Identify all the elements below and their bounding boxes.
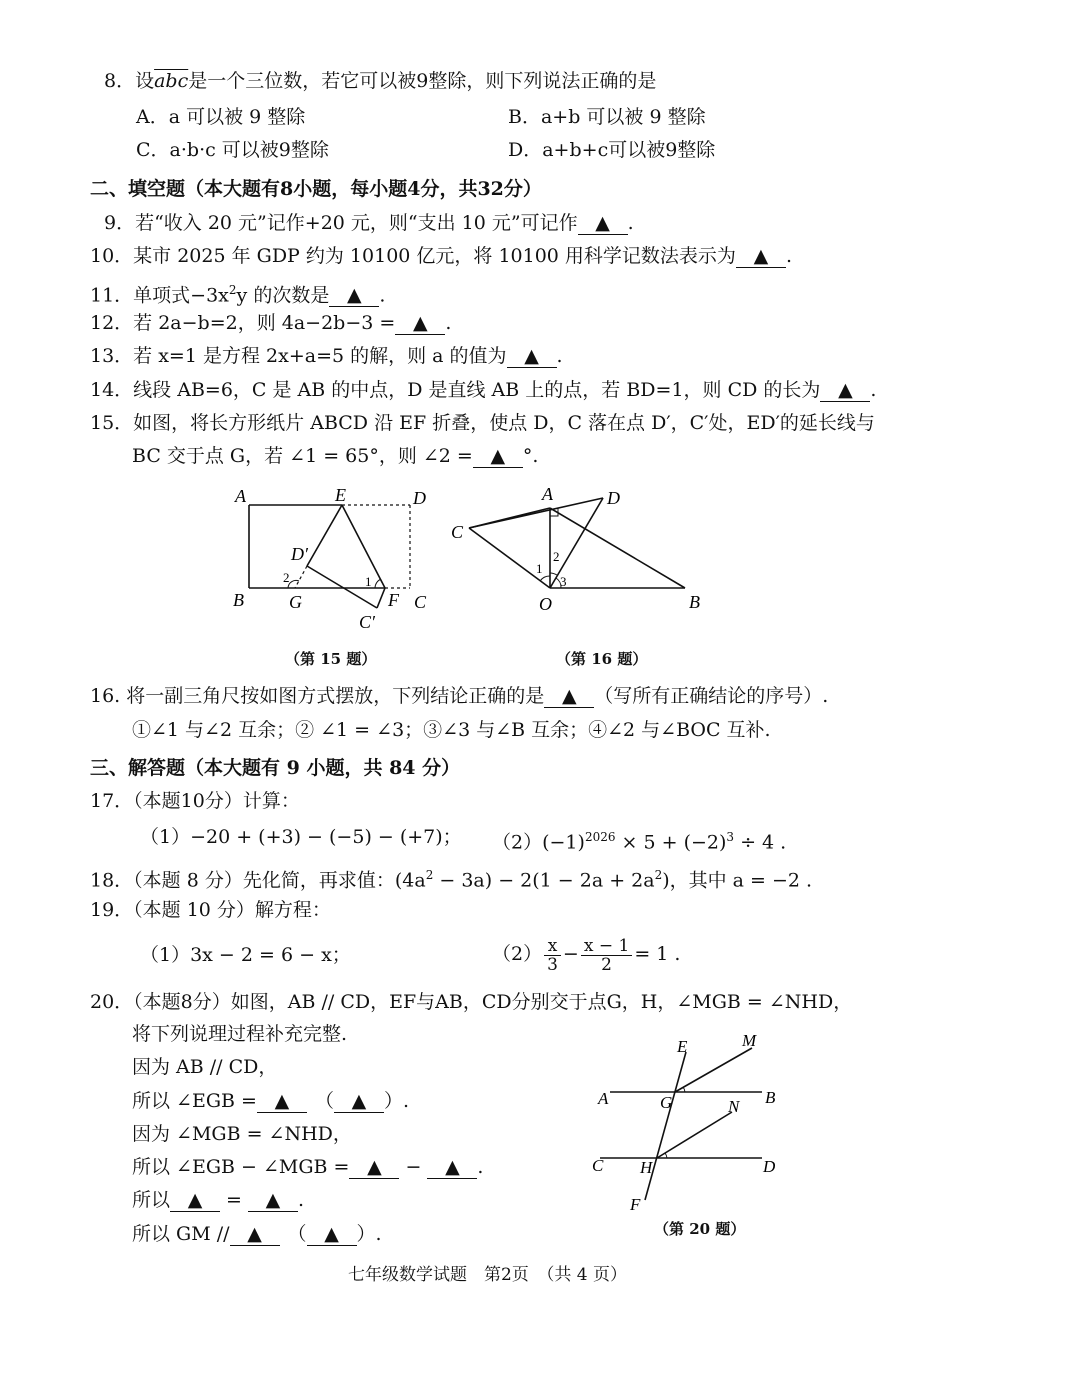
q8-option-b: B．a+b 可以被 9 整除	[508, 106, 706, 128]
fig15-label-C: C	[414, 592, 427, 612]
fig20-label-F: F	[630, 1195, 641, 1214]
fig20-label-B: B	[765, 1088, 776, 1107]
answer-blank[interactable]: ▲	[329, 284, 379, 307]
answer-blank[interactable]: ▲	[307, 1223, 357, 1246]
fig15-extension-D1G	[295, 566, 307, 588]
q8-option-d: D．a+b+c可以被9整除	[508, 139, 716, 161]
answer-blank[interactable]: ▲	[248, 1189, 298, 1212]
fig20-label-M: M	[742, 1031, 757, 1050]
q20-line8: 所以 GM // ▲ （ ▲ ）.	[132, 1223, 382, 1245]
fig15-label-2: 2	[283, 570, 290, 585]
fig15-label-E: E	[335, 485, 346, 505]
q17-part1: （1）−20 + (+3) − (−5) − (+7)；	[140, 826, 462, 848]
answer-blank[interactable]: ▲	[334, 1090, 384, 1113]
q20-line7: 所以 ▲ = ▲ .	[132, 1189, 304, 1211]
answer-blank[interactable]: ▲	[507, 345, 557, 368]
q20-line3: 因为 AB // CD，	[132, 1056, 278, 1078]
fig15-angle1-arc	[375, 579, 381, 588]
q16-line2: ①∠1 与∠2 互余；② ∠1 = ∠3；③∠3 与∠B 互余；④∠2 与∠BOC 互补.	[132, 719, 771, 741]
q10: 10．某市 2025 年 GDP 约为 10100 亿元，将 10100 用科学记数法表示为 ▲ .	[90, 245, 792, 267]
q8-stem: 8．设$\overline{abc}$是一个三位数，若它可以被9整除，则下列说法正确的是	[104, 70, 657, 92]
q13: 13．若 x=1 是方程 2x+a=5 的解，则 a 的值为 ▲ .	[90, 345, 563, 367]
q9: 9．若“收入 20 元”记作+20 元，则“支出 10 元”可记作 ▲ .	[104, 212, 634, 234]
answer-blank[interactable]: ▲	[427, 1156, 477, 1179]
fig20-label-G: G	[660, 1093, 673, 1112]
fig15-edge-ED1	[307, 505, 342, 566]
figure-16	[445, 480, 715, 635]
q14: 14．线段 AB=6，C 是 AB 的中点，D 是直线 AB 上的点，若 BD=1，则 CD 的长为 ▲ .	[90, 379, 877, 401]
answer-blank[interactable]: ▲	[820, 379, 870, 402]
fig15-label-D: D	[413, 488, 426, 508]
answer-blank[interactable]: ▲	[544, 685, 594, 708]
q15-line2: BC 交于点 G，若 ∠1 = 65°，则 ∠2 = ▲ °.	[132, 445, 539, 467]
fig20-caption: （第 20 题）	[654, 1220, 746, 1238]
answer-blank[interactable]: ▲	[257, 1090, 307, 1113]
fraction-x-minus-1-over-2: $\frac{x - 1}{2}$	[581, 937, 632, 974]
q19-part2: （2） $\frac{x}{3}$ − $\frac{x - 1}{2}$ = 1 .	[492, 935, 681, 975]
fig16-label-2: 2	[553, 549, 560, 564]
fig20-label-H: H	[640, 1158, 653, 1177]
fig16-label-C: C	[451, 522, 464, 542]
q8-option-a: A．a 可以被 9 整除	[136, 106, 306, 128]
fig20-label-D: D	[763, 1157, 776, 1176]
q19-part1: （1）3x − 2 = 6 − x；	[140, 944, 351, 966]
fig20-label-A: A	[598, 1089, 609, 1108]
fig15-label-C1: C′	[359, 612, 375, 632]
page-footer: 七年级数学试题 第2页 （共 4 页）	[348, 1265, 627, 1285]
q20-line1: 20．（本题8分）如图，AB // CD，EF与AB，CD分别交于点G，H，∠MGB = ∠NHD，	[90, 991, 853, 1013]
fig16-line-AB	[550, 508, 685, 588]
fig16-label-O: O	[539, 594, 552, 614]
fig20-label-E: E	[677, 1037, 688, 1056]
q17-part2: $(2)(-1)^{2026} \times 5 + (-2)^3 \div 4$ .	[492, 830, 787, 854]
fig16-label-D: D	[607, 488, 620, 508]
answer-blank[interactable]: ▲	[578, 212, 628, 235]
fig15-label-G: G	[289, 592, 302, 612]
fig15-fold-EF	[342, 505, 385, 588]
q18: 18．（本题 8 分）先化简，再求值：$(4a^2 - 3a) - 2(1 - 2a + 2a^2)$，其中 a = −2 .	[90, 868, 813, 892]
figure-20	[590, 1030, 790, 1215]
q20-line2: 将下列说理过程补充完整.	[132, 1023, 348, 1045]
fraction-x-over-3: $\frac{x}{3}$	[544, 937, 561, 974]
section-3-heading: 三、解答题（本大题有 9 小题，共 84 分）	[90, 757, 461, 779]
q19-head: 19．（本题 10 分）解方程：	[90, 899, 331, 921]
figure-15	[225, 480, 440, 635]
fig20-label-C: C	[592, 1156, 604, 1175]
fig16-label-3: 3	[560, 574, 567, 589]
fig15-label-A: A	[235, 486, 246, 506]
fig15-caption: （第 15 题）	[285, 650, 377, 668]
fig16-line-CD	[469, 498, 603, 528]
fig16-label-A: A	[542, 484, 553, 504]
q12: 12．若 2a−b=2，则 4a−2b−3 = ▲ .	[90, 312, 452, 334]
answer-blank[interactable]: ▲	[170, 1189, 220, 1212]
answer-blank[interactable]: ▲	[349, 1156, 399, 1179]
q11: 11．单项式$-3x^2y$ 的次数是 ▲ .	[90, 283, 386, 307]
q20-line4: 所以 ∠EGB = ▲ （ ▲ ）.	[132, 1090, 409, 1112]
fig16-angle2-arc	[550, 573, 557, 575]
q15-line1: 15．如图，将长方形纸片 ABCD 沿 EF 折叠，使点 D，C 落在点 D′，C′处，ED′的延长线与	[90, 412, 875, 434]
q20-line5: 因为 ∠MGB = ∠NHD，	[132, 1123, 352, 1145]
fig15-label-D1: D′	[291, 544, 308, 564]
fig15-label-B: B	[233, 590, 244, 610]
answer-blank[interactable]: ▲	[736, 245, 786, 268]
answer-blank[interactable]: ▲	[395, 312, 445, 335]
q20-line6: 所以 ∠EGB − ∠MGB = ▲ − ▲ .	[132, 1156, 484, 1178]
q17-head: 17．（本题10分）计算：	[90, 790, 300, 812]
section-2-heading: 二、填空题（本大题有8小题，每小题4分，共32分）	[90, 178, 542, 200]
fig16-line-CO	[469, 528, 550, 588]
q8-option-c: C．a·b·c 可以被9整除	[136, 139, 329, 161]
fig15-label-F: F	[388, 590, 399, 610]
fig15-edge-C1F	[377, 588, 385, 608]
fig16-caption: （第 16 题）	[556, 650, 648, 668]
fig16-label-B: B	[689, 592, 700, 612]
fig16-label-1: 1	[536, 561, 543, 576]
fig20-label-N: N	[728, 1097, 740, 1116]
q16-line1: 16. 将一副三角尺按如图方式摆放，下列结论正确的是 ▲ （写所有正确结论的序号）.	[90, 685, 829, 707]
fig15-label-1: 1	[365, 574, 372, 589]
answer-blank[interactable]: ▲	[230, 1223, 280, 1246]
fig16-angle1-arc	[540, 576, 550, 581]
fig20-line-EF	[645, 1052, 686, 1200]
answer-blank[interactable]: ▲	[473, 445, 523, 468]
